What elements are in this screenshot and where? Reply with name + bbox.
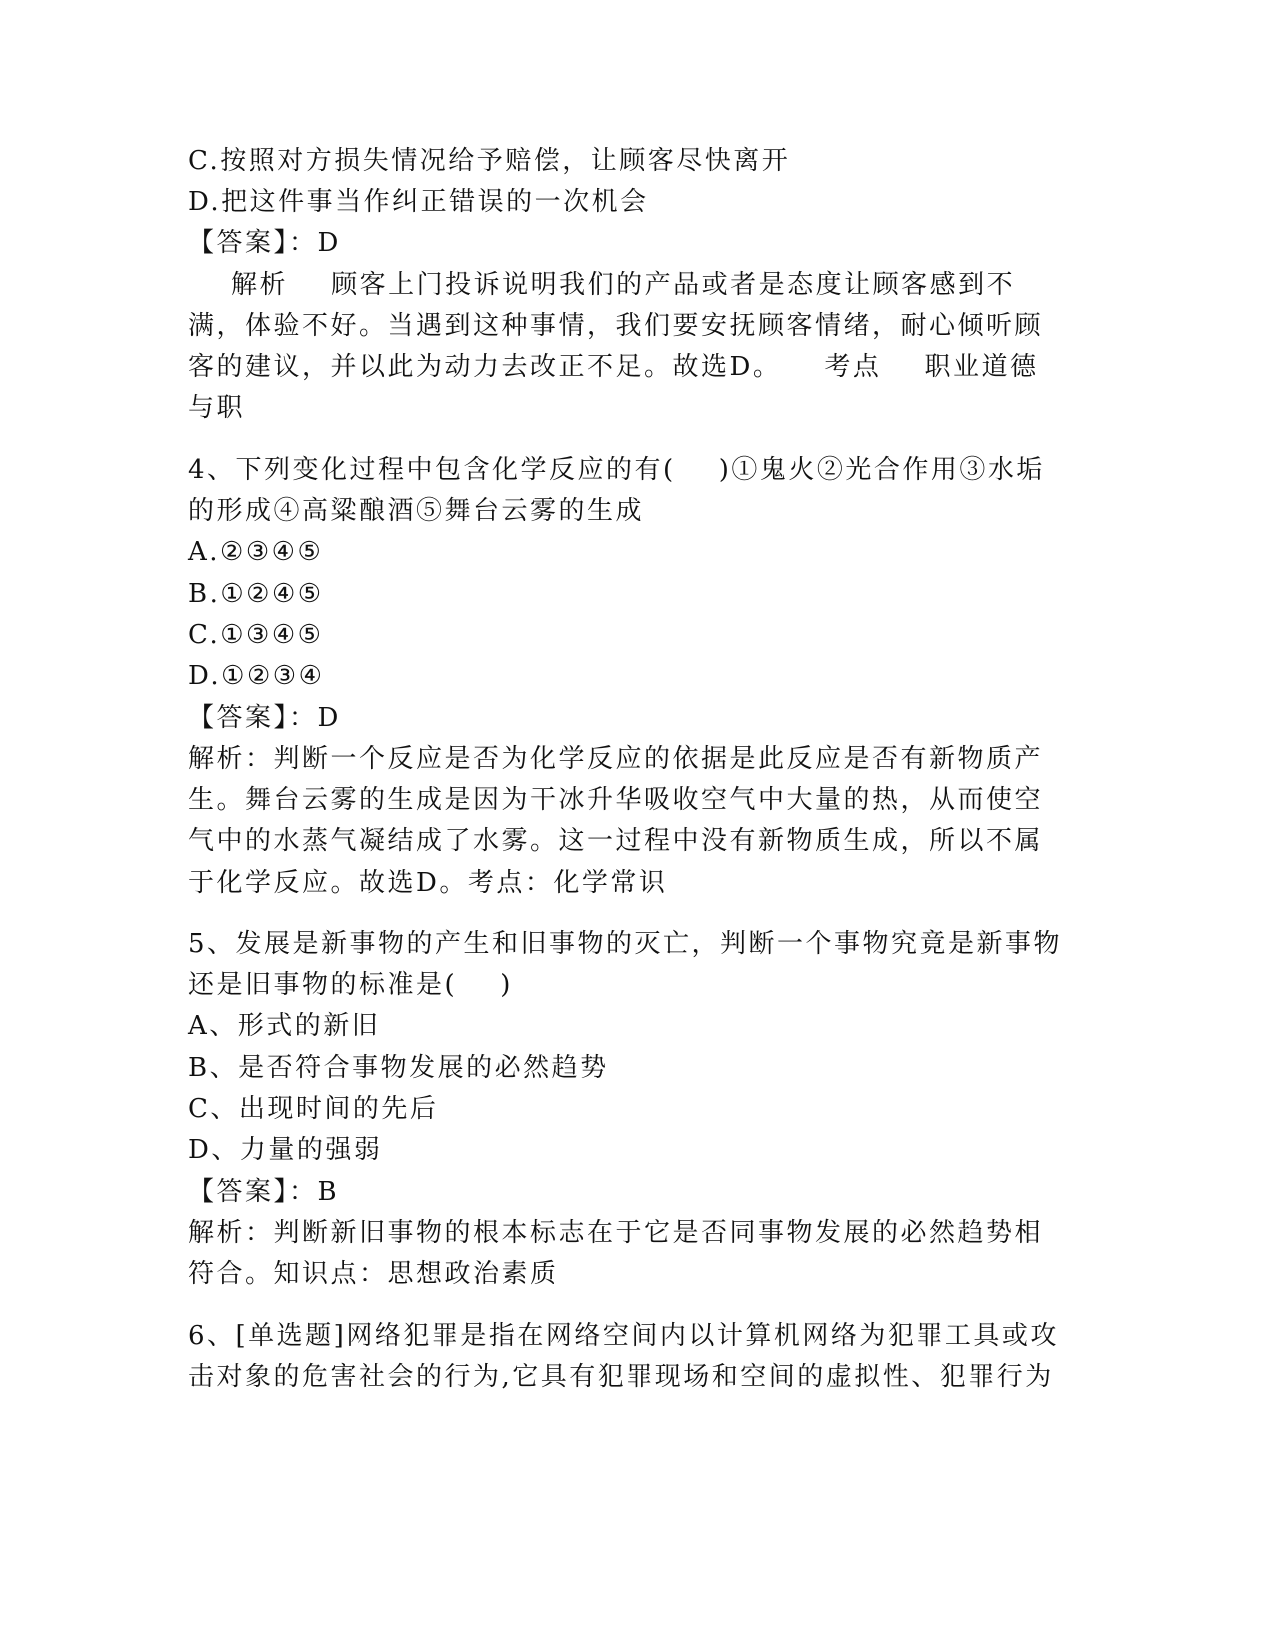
q4-analysis-line: 生。舞台云雾的生成是因为干冰升华吸收空气中大量的热，从而使空 [188,785,1044,815]
q4-analysis-line: 气中的水蒸气凝结成了水雾。这一过程中没有新物质生成，所以不属 [188,826,1044,856]
q3-option-d: D.把这件事当作纠正错误的一次机会 [188,187,649,217]
q3-analysis-line: 满，体验不好。当遇到这种事情，我们要安抚顾客情绪，耐心倾听顾 [188,311,1044,341]
q4-stem-line: 4、下列变化过程中包含化学反应的有( )①鬼火②光合作用③水垢 [188,455,1045,485]
q4-option-b: B.①②④⑤ [188,579,324,609]
q3-answer: 【答案】：D [188,228,341,258]
q5-analysis-line: 解析：判断新旧事物的根本标志在于它是否同事物发展的必然趋势相 [188,1218,1044,1248]
q3-analysis-line: 与职 [188,393,246,423]
q5-analysis-line: 符合。知识点：思想政治素质 [188,1259,559,1289]
q5-option-b: B、是否符合事物发展的必然趋势 [188,1053,609,1083]
q6-stem-line: 击对象的危害社会的行为,它具有犯罪现场和空间的虚拟性、犯罪行为 [188,1362,1054,1392]
q4-analysis-line: 解析：判断一个反应是否为化学反应的依据是此反应是否有新物质产 [188,744,1044,774]
q5-stem-line: 还是旧事物的标准是( ) [188,970,513,1000]
q5-option-a: A、形式的新旧 [188,1011,381,1041]
q5-option-c: C、出现时间的先后 [188,1094,439,1124]
q3-option-c: C.按照对方损失情况给予赔偿，让顾客尽快离开 [188,146,791,176]
q4-answer: 【答案】：D [188,703,341,733]
q5-answer: 【答案】：B [188,1177,340,1207]
q6-stem-line: 6、[单选题]网络犯罪是指在网络空间内以计算机网络为犯罪工具或攻 [188,1321,1059,1351]
q4-analysis-line: 于化学反应。故选D。考点：化学常识 [188,868,668,898]
q4-option-d: D.①②③④ [188,661,325,691]
q4-option-a: A.②③④⑤ [188,537,324,567]
q3-analysis-line: 解析 顾客上门投诉说明我们的产品或者是态度让顾客感到不 [188,270,1016,300]
q3-analysis-line: 客的建议，并以此为动力去改正不足。故选D。 考点 职业道德 [188,352,1039,382]
q4-option-c: C.①③④⑤ [188,620,324,650]
q5-option-d: D、力量的强弱 [188,1135,383,1165]
q5-stem-line: 5、发展是新事物的产生和旧事物的灭亡，判断一个事物究竟是新事物 [188,929,1063,959]
q4-stem-line: 的形成④高粱酿酒⑤舞台云雾的生成 [188,496,645,526]
